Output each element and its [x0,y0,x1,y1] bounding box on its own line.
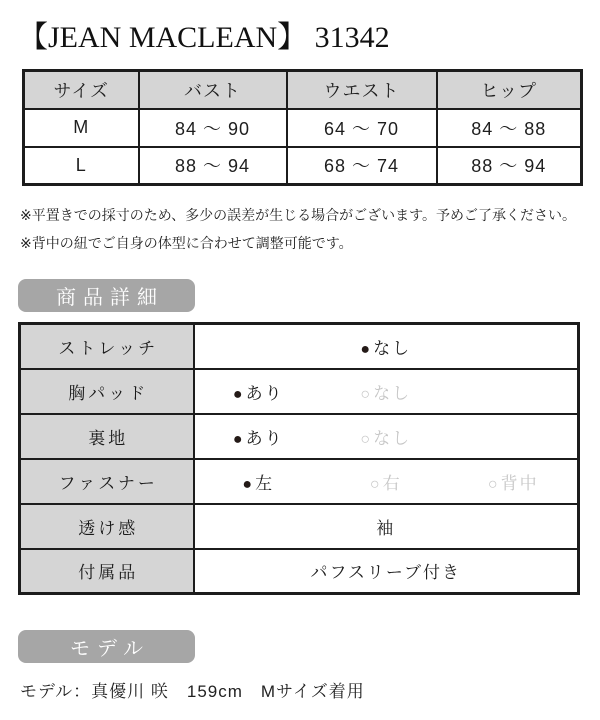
option-label: なし [373,383,412,403]
size-column-header: バスト [139,71,287,109]
size-table-header-row [24,71,582,109]
detail-value-cell [194,324,579,369]
product-title: 【JEAN MACLEAN】 31342 [18,21,390,54]
size-name-cell: L [24,147,139,185]
size-column-header: ウエスト [287,71,437,109]
radio-selected-icon: ● [232,430,243,448]
radio-unselected-icon: ○ [360,385,371,403]
option-label: あり [245,428,284,448]
option-unselected [322,379,450,404]
option-label: なし [373,428,412,448]
option-label: 左 [255,473,275,493]
radio-selected-icon: ● [232,385,243,403]
detail-row [20,549,579,594]
measurement-cell: 88 〜 94 [139,147,287,185]
measurement-notes [20,201,576,257]
option-label: 背中 [500,473,539,493]
option-unselected [322,469,450,494]
detail-row [20,369,579,414]
detail-value: パフスリーブ付き [194,549,579,594]
detail-label: 付属品 [20,549,194,594]
radio-unselected-icon: ○ [369,475,380,493]
radio-selected-icon: ● [242,475,253,493]
size-name-cell: M [24,109,139,147]
option-selected [195,424,323,449]
size-table-row [24,109,582,147]
option-label: あり [245,383,284,403]
model-info-text: モデル：真優川 咲 159cm Mサイズ着用 [20,682,365,701]
detail-value-cell [194,459,579,504]
detail-row [20,504,579,549]
option-group [195,469,578,494]
option-selected [195,379,323,404]
measurement-cell: 84 〜 90 [139,109,287,147]
detail-value: 袖 [194,504,579,549]
detail-label: ストレッチ [20,324,194,369]
option-selected [195,469,323,494]
detail-label: ファスナー [20,459,194,504]
option-selected [360,339,411,358]
radio-unselected-icon: ○ [360,430,371,448]
option-group [195,424,578,449]
option-group [195,379,578,404]
measurement-cell: 68 〜 74 [287,147,437,185]
measurement-cell: 88 〜 94 [437,147,582,185]
option-label: 右 [382,473,402,493]
detail-value-cell [194,369,579,414]
radio-unselected-icon: ○ [487,475,498,493]
detail-row [20,459,579,504]
measurement-cell: 64 〜 70 [287,109,437,147]
detail-label: 胸パッド [20,369,194,414]
detail-row [20,414,579,459]
detail-row [20,324,579,369]
option-label: なし [373,338,412,358]
option-unselected [322,424,450,449]
detail-label: 裏地 [20,414,194,459]
size-column-header: サイズ [24,71,139,109]
option-unselected [450,469,578,494]
product-details-table [18,322,580,595]
size-table [22,69,583,186]
detail-label: 透け感 [20,504,194,549]
detail-value-cell [194,414,579,459]
note-line: ※背中の紐でご自身の体型に合わせて調整可能です。 [20,235,353,251]
size-column-header: ヒップ [437,71,582,109]
radio-selected-icon: ● [360,340,371,358]
section-heading-product-details: 商品詳細 [18,279,195,312]
note-line: ※平置きでの採寸のため、多少の誤差が生じる場合がございます。予めご了承ください。 [20,207,577,223]
measurement-cell: 84 〜 88 [437,109,582,147]
size-table-row [24,147,582,185]
section-heading-model: モデル [18,630,195,663]
